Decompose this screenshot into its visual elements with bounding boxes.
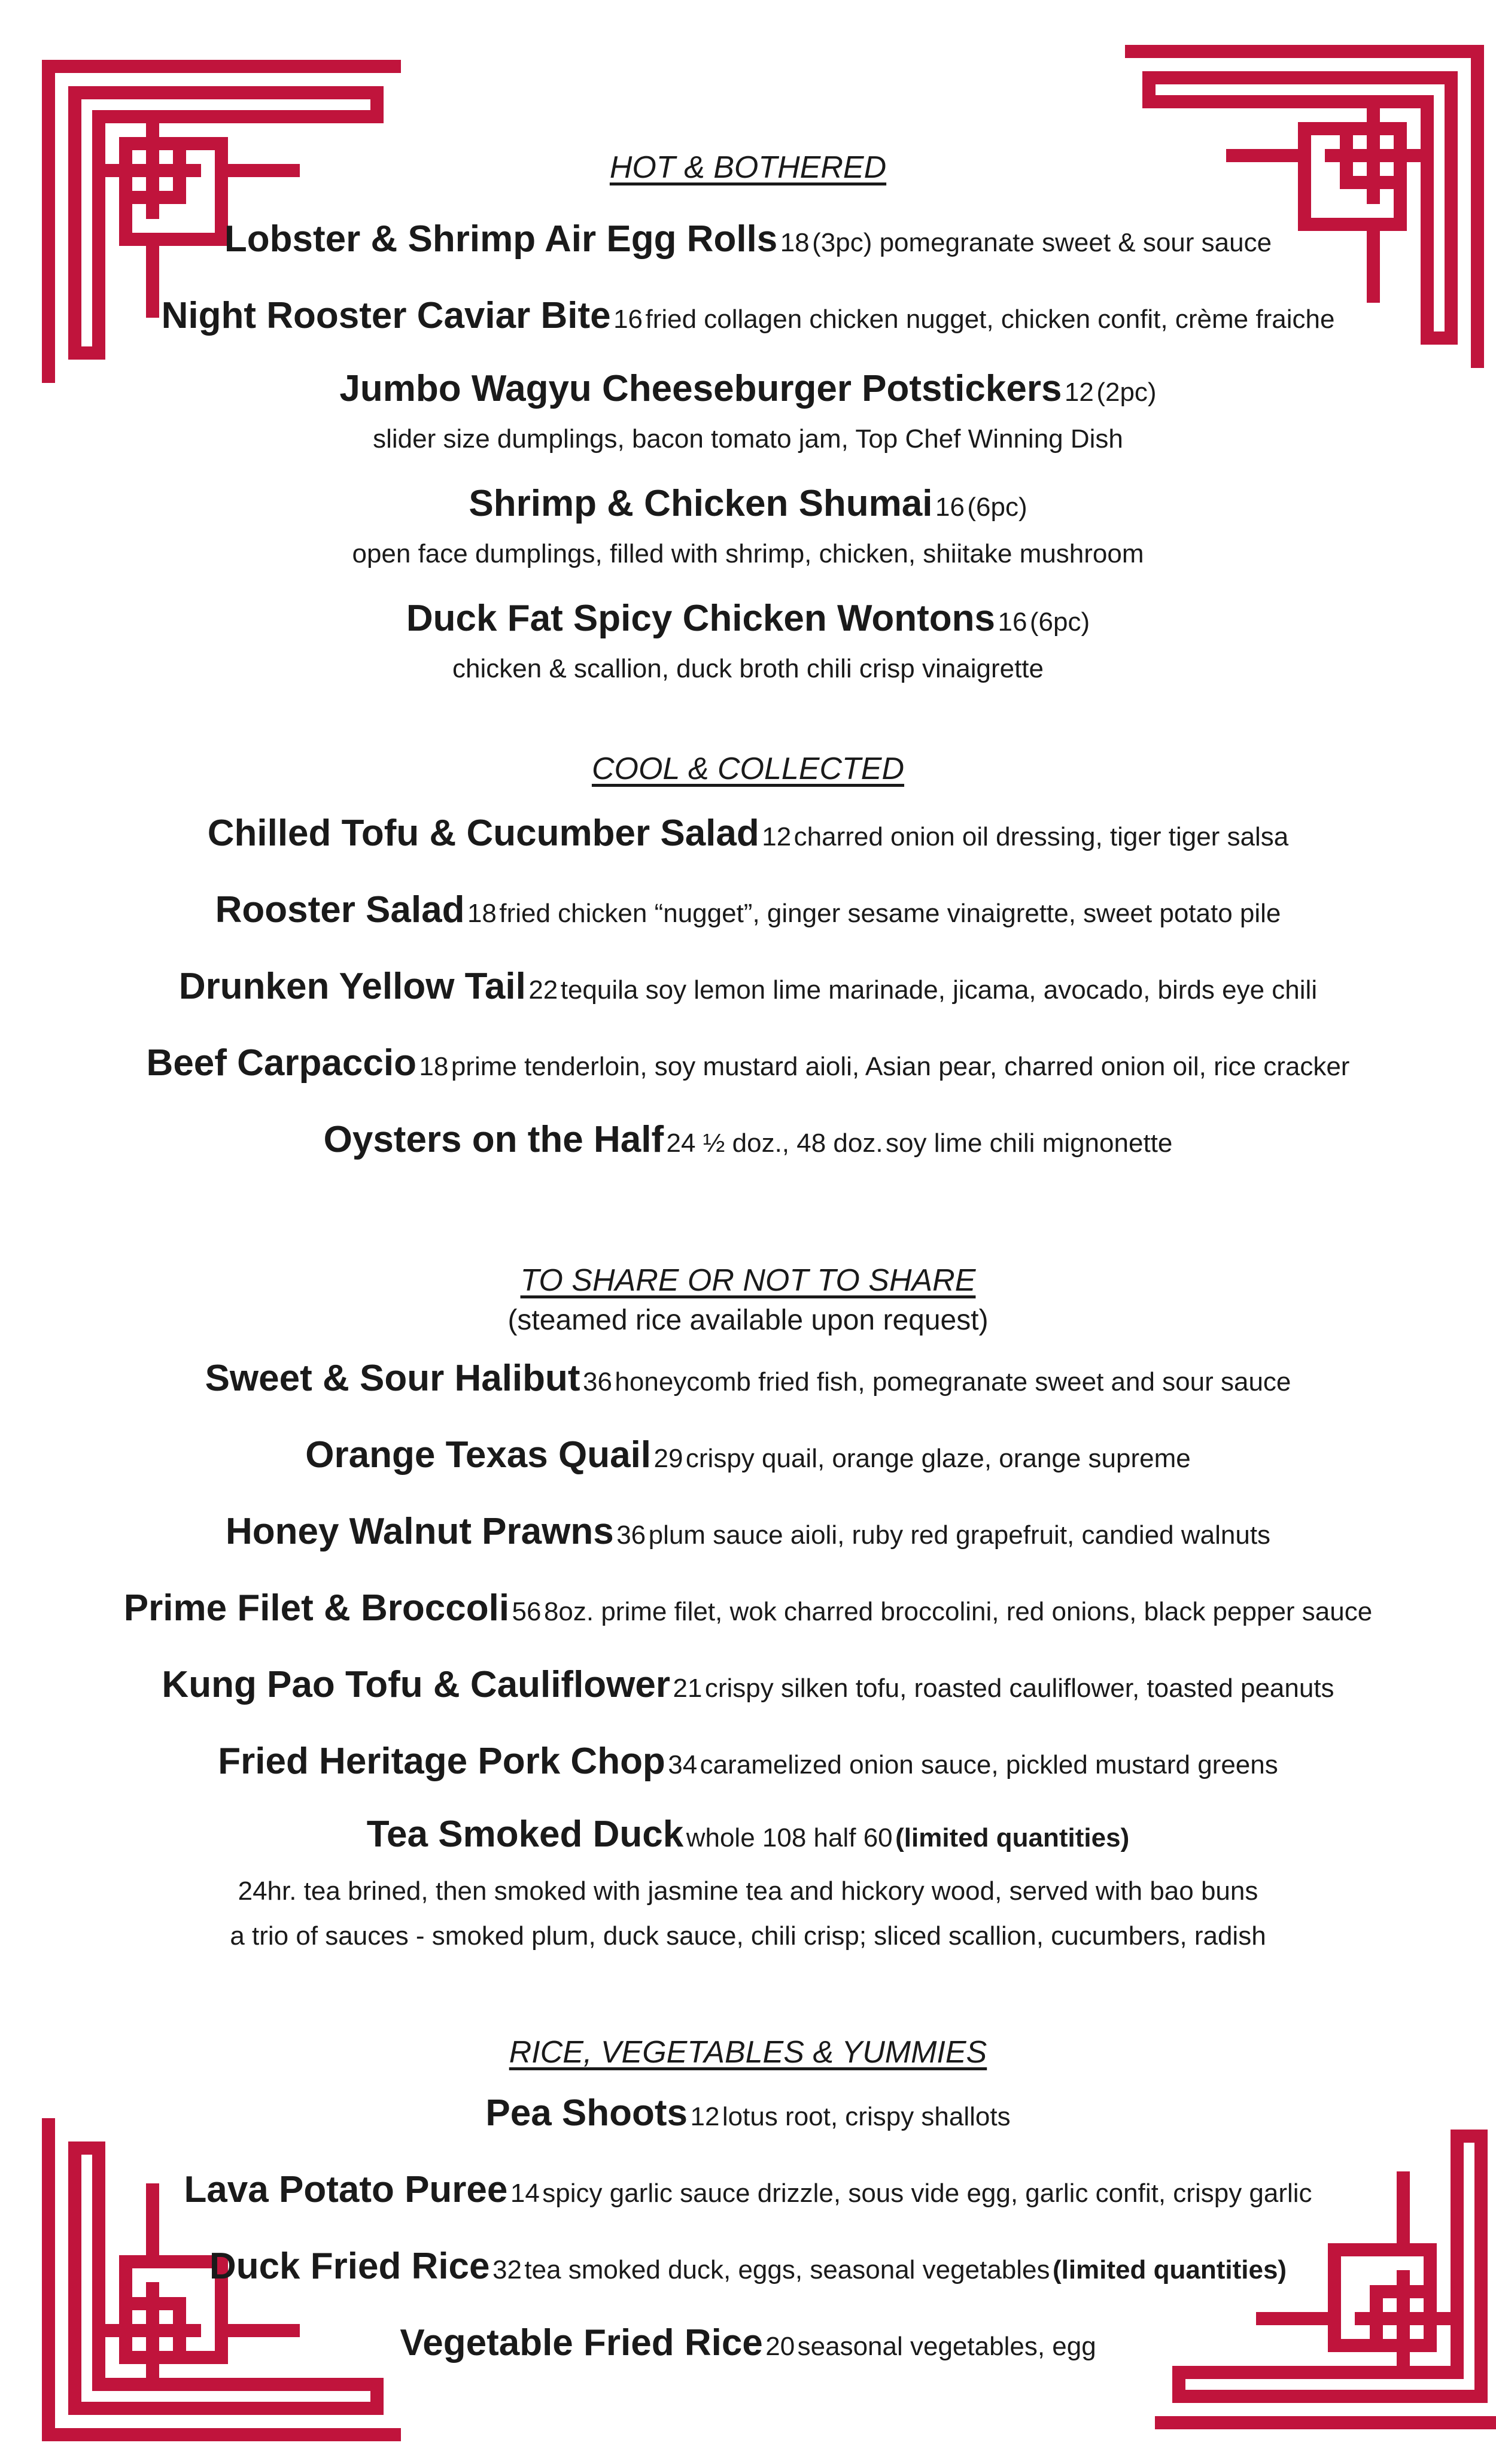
item-price: 22	[528, 975, 558, 1005]
item-description: 8oz. prime filet, wok charred broccolini, red onions, black pepper sauce	[543, 1597, 1373, 1626]
item-name: Shrimp & Chicken Shumai	[469, 483, 933, 524]
item-price: 56	[512, 1597, 542, 1626]
item-name: Vegetable Fried Rice	[400, 2322, 763, 2363]
menu-item	[0, 1113, 1496, 1176]
menu-item	[0, 366, 1496, 457]
item-price: whole 108 half 60	[686, 1823, 893, 1852]
item-note: (limited quantities)	[895, 1823, 1130, 1852]
item-description: prime tenderloin, soy mustard aioli, Asian pear, charred onion oil, rice cracker	[451, 1052, 1350, 1081]
item-description: chicken & scallion, duck broth chili crisp vinaigrette	[452, 654, 1044, 683]
item-price: 24 ½ doz., 48 doz.	[666, 1128, 883, 1158]
menu-item	[0, 1505, 1496, 1568]
item-price: 18	[780, 228, 810, 257]
section-rice-vegetables-yummies	[0, 2031, 1496, 2380]
item-description: (3pc) pomegranate sweet & sour sauce	[812, 228, 1272, 257]
item-name: Duck Fat Spicy Chicken Wontons	[406, 598, 996, 639]
item-price: 12	[1064, 378, 1094, 407]
item-price: 16	[935, 492, 965, 522]
item-description: tea smoked duck, eggs, seasonal vegetables	[524, 2255, 1050, 2284]
item-price: 18	[419, 1052, 449, 1081]
item-price: 14	[510, 2179, 540, 2208]
menu-item	[0, 2163, 1496, 2226]
item-description: tequila soy lemon lime marinade, jicama, avocado, birds eye chili	[560, 975, 1318, 1005]
item-description: crispy quail, orange glaze, orange supreme	[685, 1444, 1191, 1473]
item-price: 32	[492, 2255, 522, 2284]
item-description: soy lime chili mignonette	[886, 1128, 1173, 1158]
item-name: Lava Potato Puree	[184, 2169, 508, 2210]
menu-item	[0, 807, 1496, 870]
section-hot-and-bothered	[0, 147, 1496, 686]
menu-item	[0, 1428, 1496, 1492]
item-name: Orange Texas Quail	[305, 1434, 652, 1476]
item-name: Tea Smoked Duck	[366, 1814, 684, 1855]
item-description: fried collagen chicken nugget, chicken confit, crème fraiche	[645, 305, 1335, 334]
item-price: 36	[616, 1520, 646, 1550]
item-portion: (2pc)	[1096, 378, 1157, 407]
menu-item	[0, 960, 1496, 1023]
menu-item	[0, 1036, 1496, 1100]
section-heading: RICE, VEGETABLES & YUMMIES	[509, 2035, 987, 2070]
item-name: Prime Filet & Broccoli	[123, 1587, 510, 1629]
item-price: 18	[467, 899, 497, 928]
item-description: charred onion oil dressing, tiger tiger salsa	[793, 822, 1289, 851]
item-price: 20	[765, 2332, 795, 2361]
item-name: Beef Carpaccio	[146, 1042, 416, 1084]
menu-item	[0, 595, 1496, 686]
section-heading: COOL & COLLECTED	[591, 752, 905, 786]
menu-item	[0, 289, 1496, 352]
menu-item	[0, 2316, 1496, 2380]
item-description: crispy silken tofu, roasted cauliflower, toasted peanuts	[704, 1674, 1334, 1703]
item-name: Pea Shoots	[485, 2092, 688, 2134]
item-price: 21	[673, 1674, 703, 1703]
item-description: spicy garlic sauce drizzle, sous vide egg, garlic confit, crispy garlic	[542, 2179, 1312, 2208]
item-description: 24hr. tea brined, then smoked with jasmine tea and hickory wood, served with bao buns	[238, 1876, 1258, 1906]
item-description: fried chicken “nugget”, ginger sesame vinaigrette, sweet potato pile	[499, 899, 1281, 928]
section-heading: TO SHARE OR NOT TO SHARE	[520, 1263, 976, 1298]
item-name: Duck Fried Rice	[209, 2246, 490, 2287]
item-price: 34	[668, 1750, 698, 1779]
item-description: lotus root, crispy shallots	[722, 2102, 1011, 2131]
menu-item	[0, 2086, 1496, 2150]
item-portion: (6pc)	[1029, 607, 1090, 637]
item-price: 12	[690, 2102, 720, 2131]
menu-item	[0, 212, 1496, 276]
item-description: slider size dumplings, bacon tomato jam, Top Chef Winning Dish	[373, 424, 1123, 454]
item-title-line	[0, 1811, 1496, 1867]
item-price: 36	[583, 1367, 612, 1397]
item-description: plum sauce aioli, ruby red grapefruit, candied walnuts	[648, 1520, 1271, 1550]
section-to-share	[0, 1260, 1496, 1957]
item-description: open face dumplings, filled with shrimp, chicken, shiitake mushroom	[352, 539, 1144, 568]
menu-item	[0, 480, 1496, 571]
menu-item	[0, 1735, 1496, 1798]
menu-item	[0, 1352, 1496, 1415]
item-description: honeycomb fried fish, pomegranate sweet and sour sauce	[615, 1367, 1291, 1397]
menu-item	[0, 1581, 1496, 1645]
item-description: seasonal vegetables, egg	[797, 2332, 1096, 2361]
item-title-line	[0, 366, 1496, 422]
item-name: Fried Heritage Pork Chop	[218, 1741, 665, 1782]
menu-item	[0, 1658, 1496, 1721]
item-name: Oysters on the Half	[323, 1119, 664, 1160]
item-name: Honey Walnut Prawns	[225, 1511, 614, 1552]
item-portion: (6pc)	[967, 492, 1027, 522]
section-heading: HOT & BOTHERED	[609, 150, 887, 185]
item-name: Sweet & Sour Halibut	[205, 1358, 580, 1399]
menu-item	[0, 2240, 1496, 2303]
item-note: (limited quantities)	[1052, 2255, 1287, 2284]
item-price: 12	[762, 822, 792, 851]
item-price: 16	[613, 305, 643, 334]
item-description-2: a trio of sauces - smoked plum, duck sauce, chili crisp; sliced scallion, cucumbers, radish	[230, 1921, 1266, 1951]
item-name: Jumbo Wagyu Cheeseburger Potstickers	[339, 368, 1062, 409]
section-subheading: (steamed rice available upon request)	[507, 1304, 989, 1336]
item-price: 16	[998, 607, 1027, 637]
item-name: Rooster Salad	[215, 889, 465, 930]
item-name: Night Rooster Caviar Bite	[161, 295, 611, 336]
item-name: Lobster & Shrimp Air Egg Rolls	[224, 218, 778, 260]
item-name: Drunken Yellow Tail	[178, 966, 526, 1007]
item-title-line	[0, 480, 1496, 537]
item-title-line	[0, 595, 1496, 652]
menu-item	[0, 1811, 1496, 1957]
item-name: Kung Pao Tofu & Cauliflower	[162, 1664, 671, 1705]
item-name: Chilled Tofu & Cucumber Salad	[207, 813, 759, 854]
menu-item	[0, 883, 1496, 947]
item-price: 29	[653, 1444, 683, 1473]
item-description: caramelized onion sauce, pickled mustard greens	[700, 1750, 1278, 1779]
section-cool-and-collected	[0, 748, 1496, 1176]
